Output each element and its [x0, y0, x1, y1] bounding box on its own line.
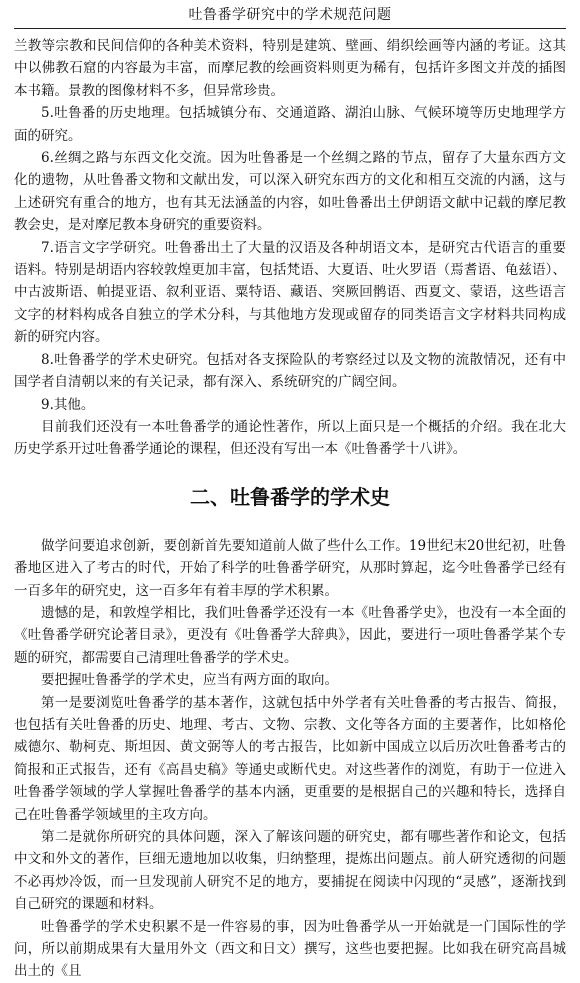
- page-body: [14, 29, 566, 983]
- body-paragraph: 兰教等宗教和民间信仰的各种美术资料，特别是建筑、壁画、绢织绘画等内涵的考证。这其中以佛教石窟的内容最为丰富，而摩尼教的绘画资料则更为稀有，包括许多图文并茂的插图本书籍。景教的图像材料不多，但异常珍贵。: [14, 38, 566, 99]
- body-paragraph: 吐鲁番学的学术史积累不是一件容易的事，因为吐鲁番学从一开始就是一门国际性的学问，所以前期成果有大量用外文（西文和日文）撰写，这些也要把握。比如我在研究高昌城出土的《且: [14, 918, 566, 980]
- body-paragraph: 8.吐鲁番学的学术史研究。包括对各支探险队的考察经过以及文物的流散情况，还有中国学者自清朝以来的有关记录，都有深入、系统研究的广阔空间。: [14, 351, 566, 391]
- body-paragraph: 6.丝绸之路与东西文化交流。因为吐鲁番是一个丝绸之路的节点，留存了大量东西方文化的遗物，从吐鲁番文物和文献出发，可以深入研究东西方的文化和相互交流的内涵，这与上述研究有重合的地方，也有其无法涵盖的内容，如吐鲁番出土伊朗语文献中记载的摩尼教教会史，是对摩尼教本身研究的重要资料。: [14, 150, 566, 234]
- body-paragraph: 要把握吐鲁番学的学术史，应当有两方面的取向。: [41, 672, 338, 689]
- body-paragraph: 第二是就你所研究的具体问题，深入了解该问题的研究史，都有哪些著作和论文，包括中文和外文的著作，巨细无遗地加以收集，归纳整理，提炼出问题点。前人研究透彻的问题不必再炒冷饭，而一旦发现前人研究不足的地方，要捕捉在阅读中闪现的“灵感”，逐渐找到自己研究的课题和材料。: [14, 829, 566, 913]
- body-paragraph: 遗憾的是，和敦煌学相比，我们吐鲁番学还没有一本《吐鲁番学史》，也没有一本全面的《吐鲁番学研究论著目录》，更没有《吐鲁番学大辞典》，因此，要进行一项吐鲁番学某个专题的研究，都需要自己清理吐鲁番学的学术史。: [14, 604, 566, 666]
- body-paragraph: 第一是要浏览吐鲁番学的基本著作，这就包括中外学者有关吐鲁番的考古报告、简报，也包括有关吐鲁番的历史、地理、考古、文物、宗教、文化等各方面的主要著作，比如格伦威德尔、勒柯克、斯坦因、黄文弼等人的考古报告，比如新中国成立以后历次吐鲁番考古的简报和正式报告，还有《高昌史稿》等通史或断代史。对这些著作的浏览，有助于一位进入吐鲁番学领域的学人掌握吐鲁番学的基本内涵，更重要的是根据自己的兴趣和特长，选择自己在吐鲁番学领域里的主攻方向。: [14, 694, 566, 823]
- body-paragraph: 5.吐鲁番的历史地理。包括城镇分布、交通道路、湖泊山脉、气候环境等历史地理学方面的研究。: [14, 105, 566, 144]
- running-title: 吐鲁番学研究中的学术规范问题: [188, 7, 392, 23]
- body-paragraph: 7.语言文字学研究。吐鲁番出土了大量的汉语及各种胡语文本，是研究古代语言的重要语料。特别是胡语内容较敦煌更加丰富，包括梵语、大夏语、吐火罗语（焉耆语、龟兹语）、中古波斯语、帕提亚语、叙利亚语、粟特语、藏语、突厥回鹘语、西夏文、蒙语，这些语言文字的材料构成各自独立的学术分科，与其他地方发现或留存的同类语言文字材料共同构成新的研究内容。: [14, 239, 566, 346]
- running-header: [14, 0, 566, 29]
- section-one-body: [14, 35, 566, 461]
- section-two-body: [14, 535, 566, 983]
- body-paragraph: 做学问要追求创新，要创新首先要知道前人做了些什么工作。19世纪末20世纪初，吐鲁番地区进入了考古的时代，开始了科学的吐鲁番学研究，从那时算起，迄今吐鲁番学已经有一百多年的研究史，这一百多年有着丰厚的学术积累。: [14, 537, 566, 599]
- body-paragraph: 目前我们还没有一本吐鲁番学的通论性著作，所以上面只是一个概括的介绍。我在北大历史学系开过吐鲁番学通论的课程，但还没有写出一本《吐鲁番学十八讲》。: [14, 418, 566, 458]
- section-heading: 二、吐鲁番学的学术史: [190, 484, 390, 509]
- body-paragraph: 9.其他。: [41, 396, 95, 413]
